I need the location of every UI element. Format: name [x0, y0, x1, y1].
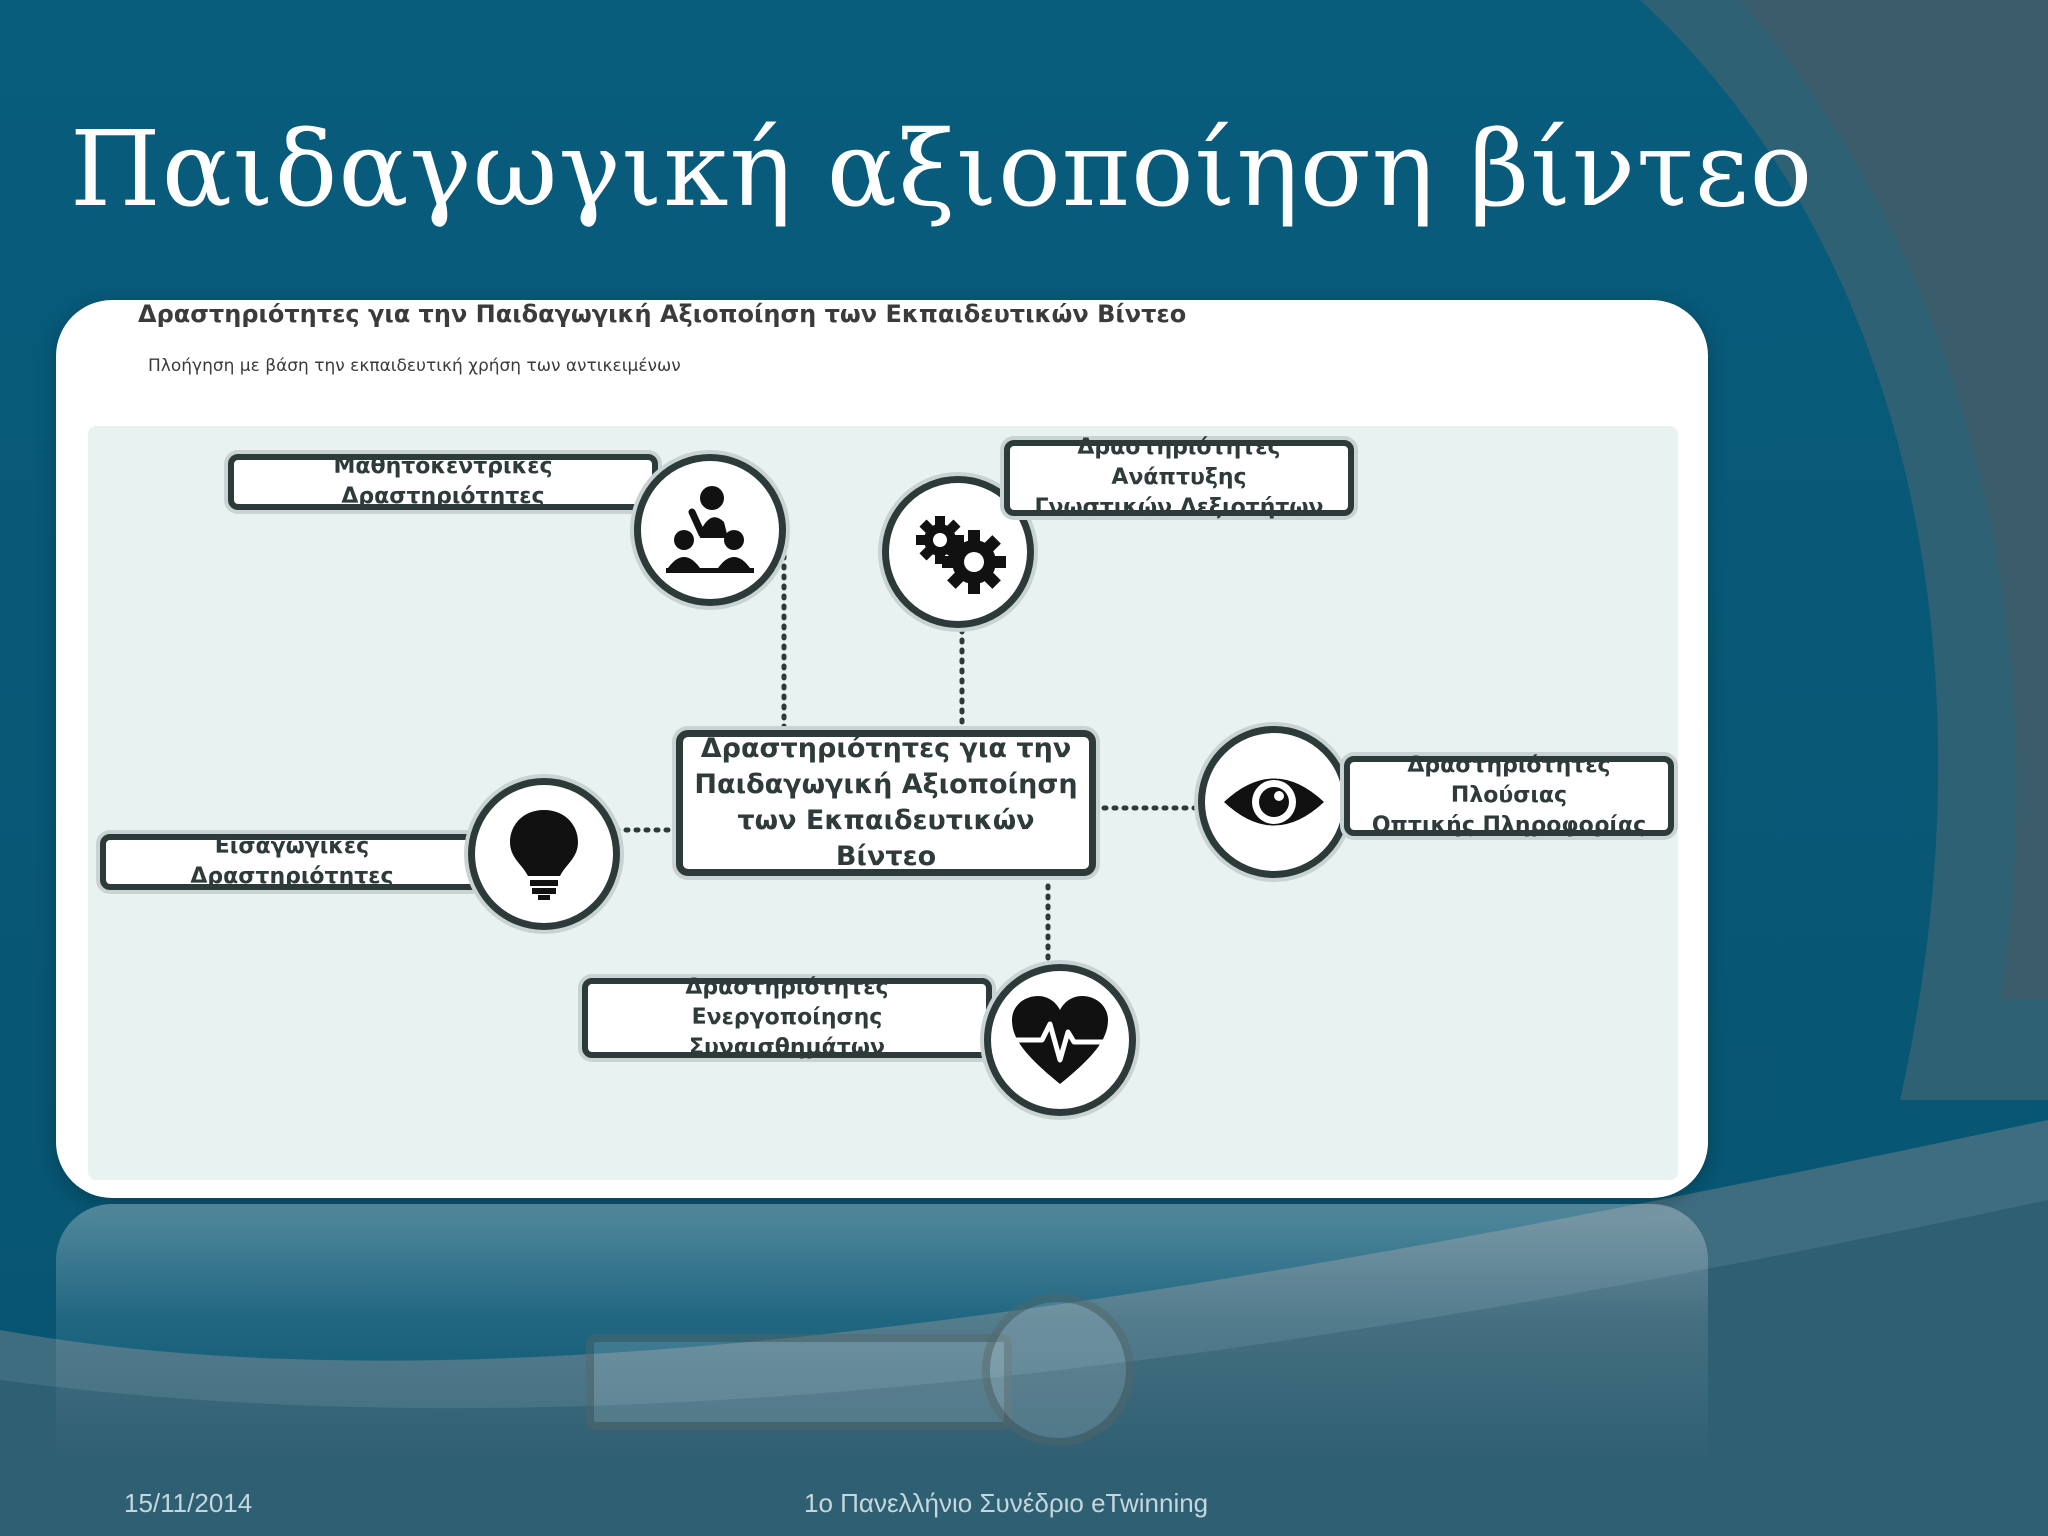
heartbeat-icon: [1008, 992, 1112, 1088]
label-introductory[interactable]: [100, 834, 484, 890]
center-box-line3: των Εκπαιδευτικών Βίντεο: [737, 805, 1035, 872]
footer-conference: 1ο Πανελλήνιο Συνέδριο eTwinning: [804, 1488, 1209, 1518]
card-subtitle: Πλοήγηση με βάση την εκπαιδευτική χρήση των αντικειμένων: [148, 356, 681, 376]
group-teaching-icon: [662, 482, 758, 578]
slide-title: Παιδαγωγική αξιοποίηση βίντεο: [70, 108, 1814, 230]
circle-visual[interactable]: [1198, 726, 1350, 878]
gears-icon: [906, 500, 1010, 604]
diagram-card: [56, 300, 1708, 1198]
center-box[interactable]: [676, 730, 1096, 876]
label-cognitive-line2: Γνωστικών Δεξιοτήτων: [1034, 495, 1324, 520]
label-emotions-line2: Συναισθημάτων: [689, 1035, 885, 1060]
label-visual-line2: Οπτικής Πληροφορίας: [1371, 813, 1647, 838]
label-emotions-line1: Δραστηριότητες Ενεργοποίησης: [685, 975, 889, 1030]
label-cognitive-line1: Δραστηριότητες Ανάπτυξης: [1077, 435, 1281, 490]
label-cognitive[interactable]: [1004, 435, 1354, 520]
eye-icon: [1221, 767, 1327, 837]
lightbulb-icon: [504, 806, 584, 902]
center-box-line2: Παιδαγωγική Αξιοποίηση: [694, 769, 1078, 800]
circle-student-centered[interactable]: [634, 454, 786, 606]
circle-introductory[interactable]: [468, 778, 620, 930]
label-student-centered[interactable]: [228, 454, 658, 510]
card-reflection: [56, 1204, 1708, 1464]
reflection-label: [586, 1334, 1012, 1430]
label-emotions[interactable]: [582, 975, 992, 1060]
label-introductory-text: Εισαγωγικές Δραστηριότητες: [190, 834, 394, 889]
card-title: Δραστηριότητες για την Παιδαγωγική Αξιοποίηση των Εκπαιδευτικών Βίντεο: [138, 300, 1187, 328]
circle-emotions[interactable]: [984, 964, 1136, 1116]
center-box-line1: Δραστηριότητες για την: [700, 733, 1072, 764]
footer-date: 15/11/2014: [124, 1488, 253, 1518]
diagram-panel: [88, 426, 1678, 1180]
label-visual[interactable]: [1344, 753, 1674, 838]
label-student-centered-text: Μαθητοκεντρικές Δραστηριότητες: [333, 454, 553, 509]
reflection-circle: [982, 1294, 1134, 1446]
label-visual-line1: Δραστηριότητες Πλούσιας: [1407, 753, 1611, 808]
